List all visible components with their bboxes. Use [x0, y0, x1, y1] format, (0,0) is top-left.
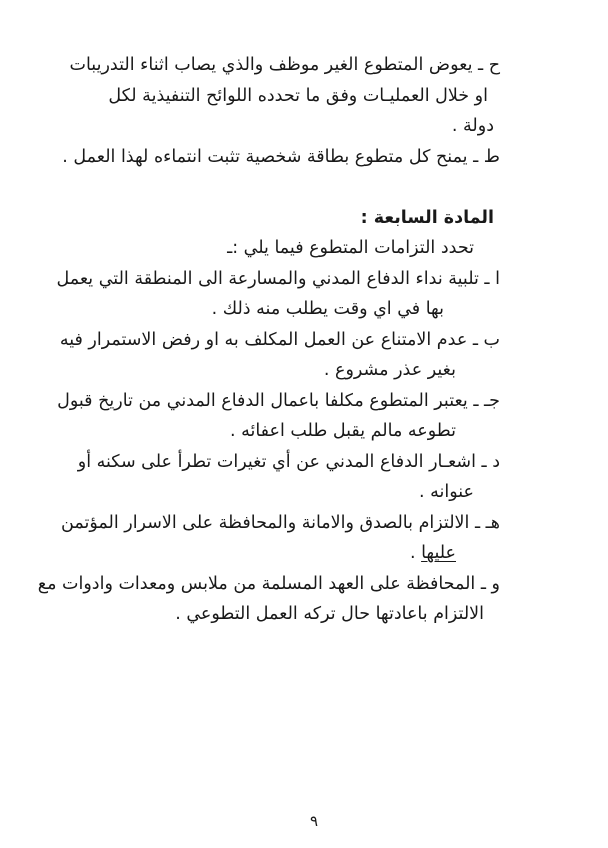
- article-7-heading: المادة السابعة :: [360, 207, 494, 228]
- item-b-line1: ب ـ عدم الامتناع عن العمل المكلف به او رفض الاستمرار فيه: [59, 329, 500, 350]
- article-7-intro: تحدد التزامات المتطوع فيما يلي :ـ: [227, 238, 474, 258]
- item-ha-line2: [58, 538, 500, 569]
- clause-h-line2: او خلال العمليـات وفق ما تحدده اللوائح التنفيذية لكل: [108, 85, 488, 106]
- underlined-word: عليها: [421, 543, 456, 563]
- clause-t-line: ط ـ يمنح كل متطوع بطاقة شخصية تثبت انتماءه لهذا العمل .: [62, 146, 500, 167]
- item-a-line2: بها في اي وقت يطلب منه ذلك .: [211, 299, 444, 319]
- clause-h-line1: ح ـ يعوض المتطوع الغير موظف والذي يصاب اثناء التدريبات: [69, 55, 500, 75]
- item-ha-line1: هـ ـ الالتزام بالصدق والامانة والمحافظة على الاسرار المؤتمن: [61, 512, 500, 533]
- item-jeem-line1: جـ ـ يعتبر المتطوع مكلفا باعمال الدفاع المدني من تاريخ قبول: [57, 390, 500, 411]
- page-number: ٩: [309, 812, 319, 830]
- item-b-line2: بغير عذر مشروع .: [323, 360, 456, 380]
- item-waw-line2: الالتزام باعادتها حال تركه العمل التطوعي .: [175, 604, 484, 624]
- item-jeem-line2: تطوعه مالم يقبل طلب اعفائه .: [229, 421, 456, 441]
- page-text-block: [37, 50, 500, 630]
- blank-line: [58, 172, 500, 203]
- clause-h-line3: دولة .: [451, 116, 494, 136]
- sentence-period: .: [409, 543, 422, 563]
- item-dal-line2: عنوانه .: [418, 482, 474, 502]
- item-dal-line1: د ـ اشعـار الدفاع المدني عن أي تغيرات تطرأ على سكنه أو: [77, 451, 500, 472]
- item-waw-line1: و ـ المحافظة على العهد المسلمة من ملابس ومعدات وادوات مع: [37, 573, 500, 594]
- item-a-line1: ا ـ تلبية نداء الدفاع المدني والمسارعة الى المنطقة التي يعمل: [56, 268, 500, 289]
